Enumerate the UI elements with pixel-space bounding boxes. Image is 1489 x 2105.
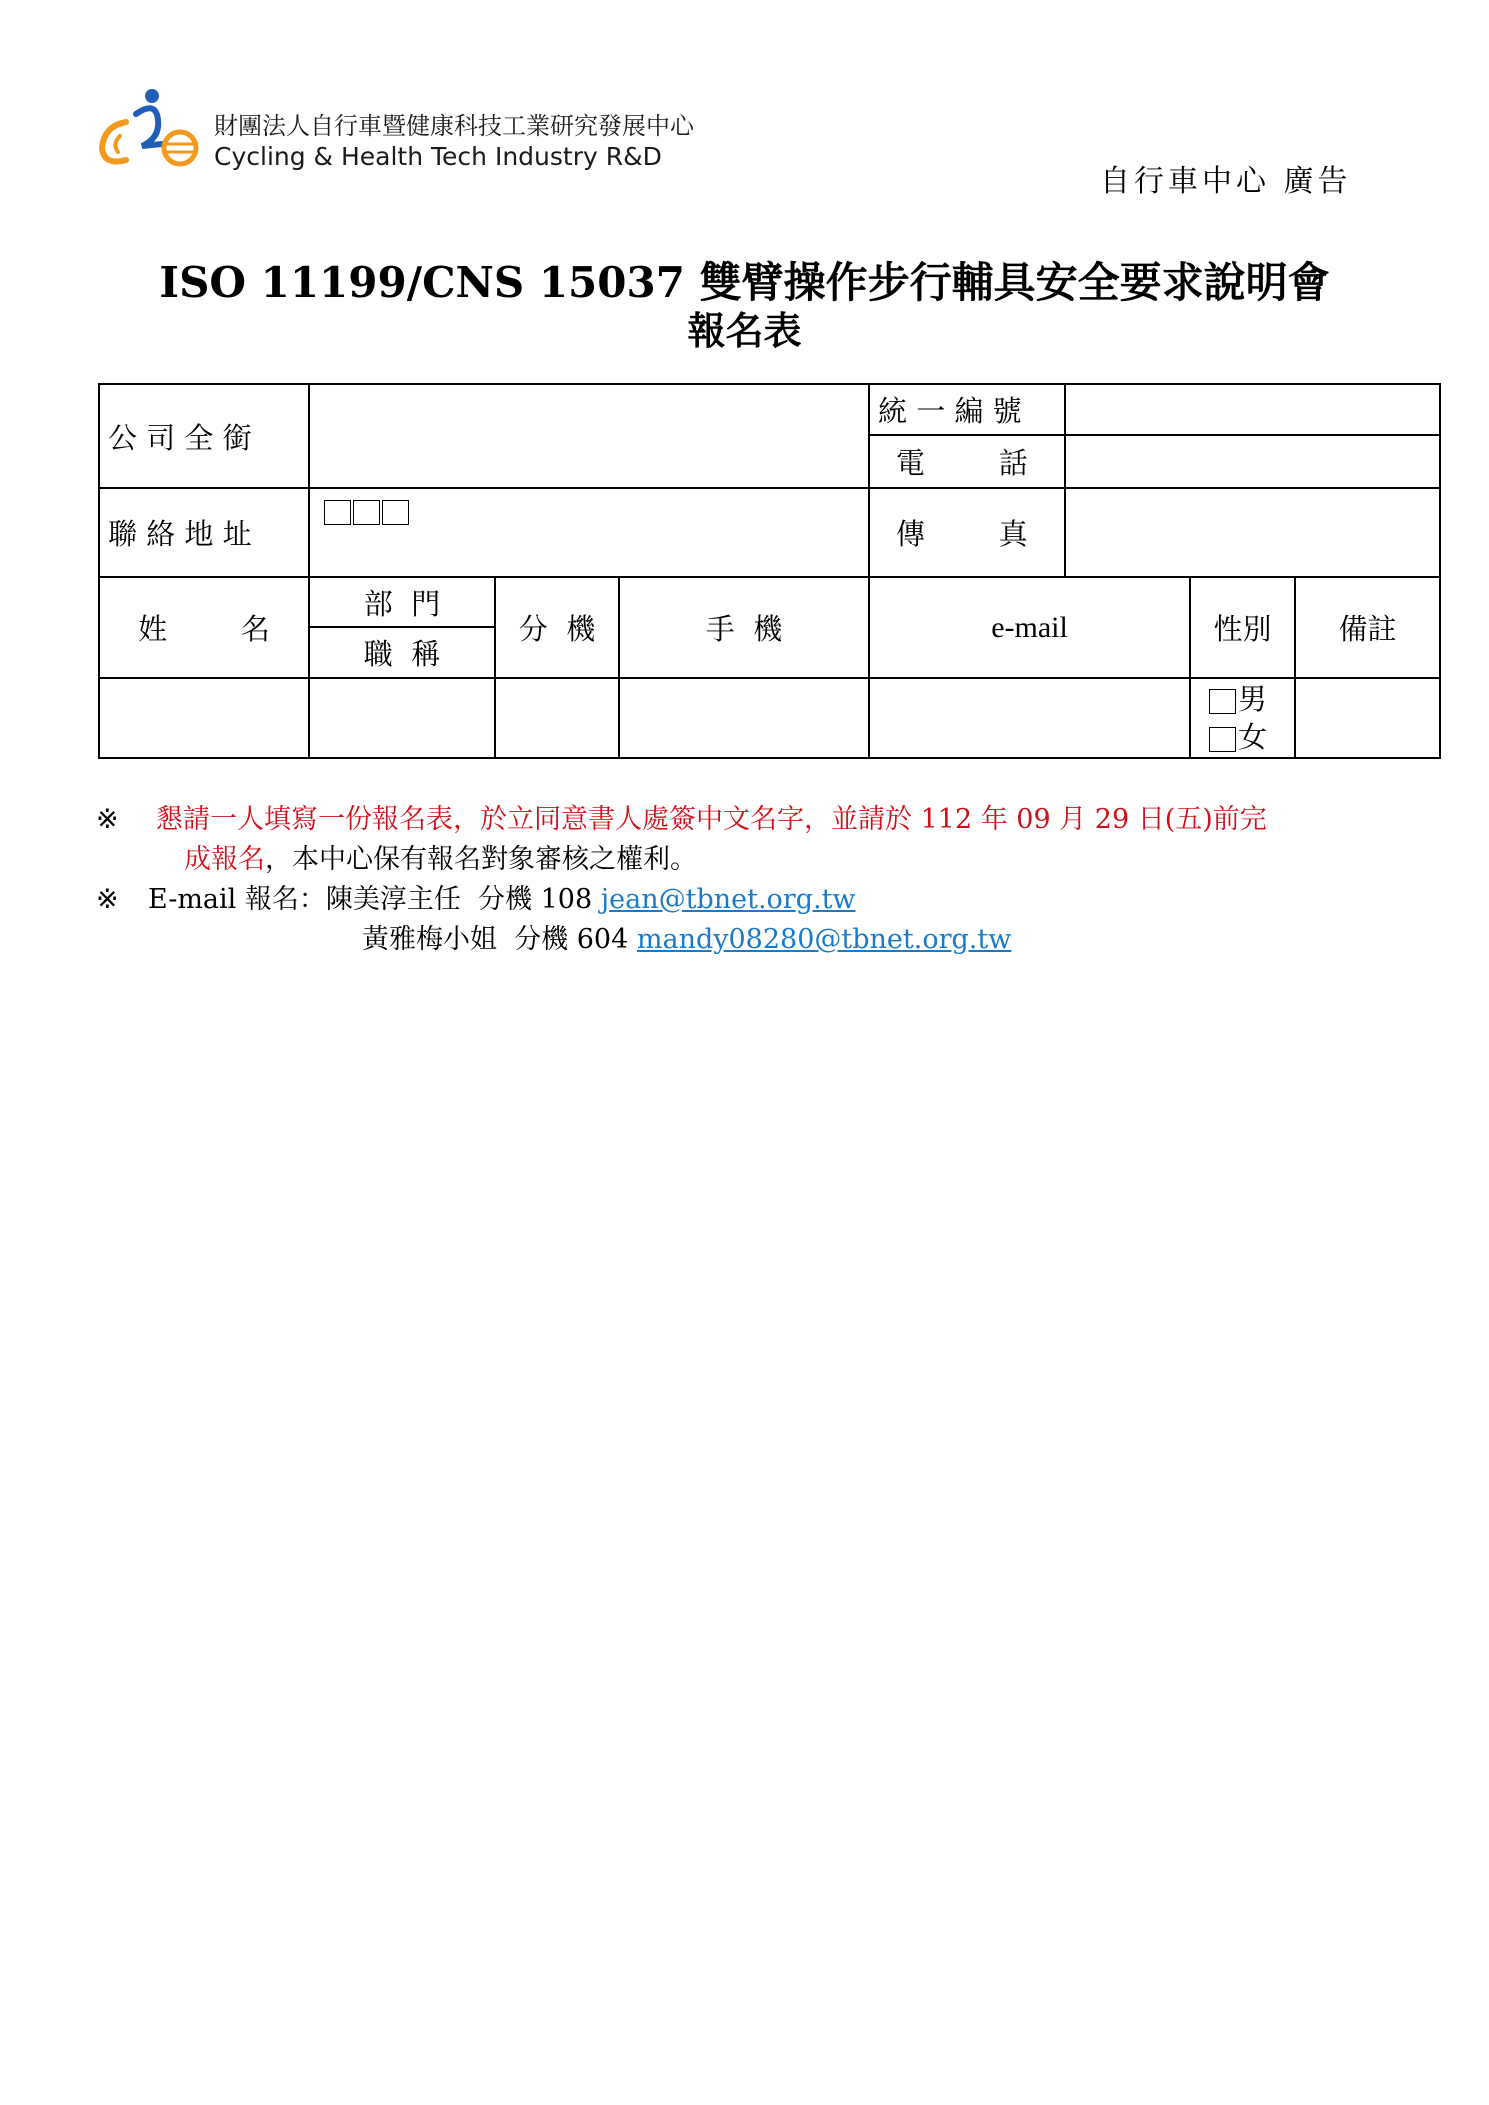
note-1-continued-red: 成報名 bbox=[184, 844, 265, 875]
reference-mark-icon: ※ bbox=[96, 884, 119, 915]
organization-logo bbox=[96, 86, 736, 176]
email-link-mandy[interactable]: mandy08280@tbnet.org.tw bbox=[636, 924, 1012, 955]
postal-code-box[interactable] bbox=[382, 500, 409, 525]
department-title-field[interactable] bbox=[309, 678, 495, 758]
postal-code-box[interactable] bbox=[324, 500, 351, 525]
address-field[interactable] bbox=[309, 488, 869, 577]
company-name-field[interactable] bbox=[309, 384, 869, 488]
extension-field[interactable] bbox=[495, 678, 619, 758]
tax-id-label: 統 一 編 號 bbox=[869, 384, 1065, 435]
female-checkbox[interactable] bbox=[1209, 727, 1236, 752]
fax-label: 傳 真 bbox=[869, 488, 1065, 577]
advertisement-tag: 自行車中心 廣告 bbox=[1100, 164, 1352, 199]
gender-label: 性別 bbox=[1190, 577, 1295, 678]
company-name-label: 公 司 全 銜 bbox=[99, 384, 309, 488]
document-title: ISO 11199/CNS 15037 雙臂操作步行輔具安全要求說明會 bbox=[159, 258, 1330, 307]
postal-code-boxes[interactable] bbox=[324, 494, 411, 528]
job-title-label: 職 稱 bbox=[309, 627, 495, 678]
email-link-jean[interactable]: jean@tbnet.org.tw bbox=[600, 884, 856, 915]
remark-label: 備註 bbox=[1295, 577, 1440, 678]
name-field[interactable] bbox=[99, 678, 309, 758]
extension-label: 分 機 bbox=[495, 577, 619, 678]
registration-form-table bbox=[98, 383, 1441, 759]
male-checkbox[interactable] bbox=[1209, 689, 1236, 714]
female-label: 女 bbox=[1238, 720, 1268, 754]
mobile-label: 手 機 bbox=[619, 577, 869, 678]
note-1-continued-text: ，本中心保有報名對象審核之權利。 bbox=[265, 844, 697, 875]
name-label: 姓 名 bbox=[99, 577, 309, 678]
tax-id-field[interactable] bbox=[1065, 384, 1440, 435]
cycling-center-logo-icon bbox=[96, 86, 212, 176]
email-contact-1-text: E-mail 報名：陳美淳主任 分機 108 bbox=[148, 884, 601, 915]
note-2 bbox=[96, 880, 1267, 920]
fax-field[interactable] bbox=[1065, 488, 1440, 577]
email-label: e-mail bbox=[869, 577, 1190, 678]
note-1 bbox=[96, 800, 1267, 840]
org-name-chinese: 財團法人自行車暨健康科技工業研究發展中心 bbox=[214, 112, 694, 140]
mobile-field[interactable] bbox=[619, 678, 869, 758]
registration-notes bbox=[96, 800, 1267, 960]
note-1-continued bbox=[136, 840, 1267, 880]
note-2-contact-2 bbox=[136, 920, 1267, 960]
document-subtitle: 報名表 bbox=[687, 308, 802, 353]
department-label: 部 門 bbox=[309, 577, 495, 627]
org-name-english: Cycling & Health Tech Industry R&D bbox=[214, 142, 662, 171]
phone-field[interactable] bbox=[1065, 435, 1440, 488]
gender-options bbox=[1190, 678, 1295, 758]
male-option[interactable] bbox=[1191, 680, 1294, 718]
male-label: 男 bbox=[1238, 682, 1268, 716]
remark-field[interactable] bbox=[1295, 678, 1440, 758]
email-field[interactable] bbox=[869, 678, 1190, 758]
phone-label: 電 話 bbox=[869, 435, 1065, 488]
address-label: 聯 絡 地 址 bbox=[99, 488, 309, 577]
email-contact-2-text: 黃雅梅小姐 分機 604 bbox=[362, 924, 637, 955]
postal-code-box[interactable] bbox=[353, 500, 380, 525]
note-1-text: 懇請一人填寫一份報名表，於立同意書人處簽中文名字，並請於 112 年 09 月 29 日(五)前完 bbox=[156, 804, 1267, 835]
female-option[interactable] bbox=[1191, 718, 1294, 756]
reference-mark-icon: ※ bbox=[96, 804, 119, 835]
